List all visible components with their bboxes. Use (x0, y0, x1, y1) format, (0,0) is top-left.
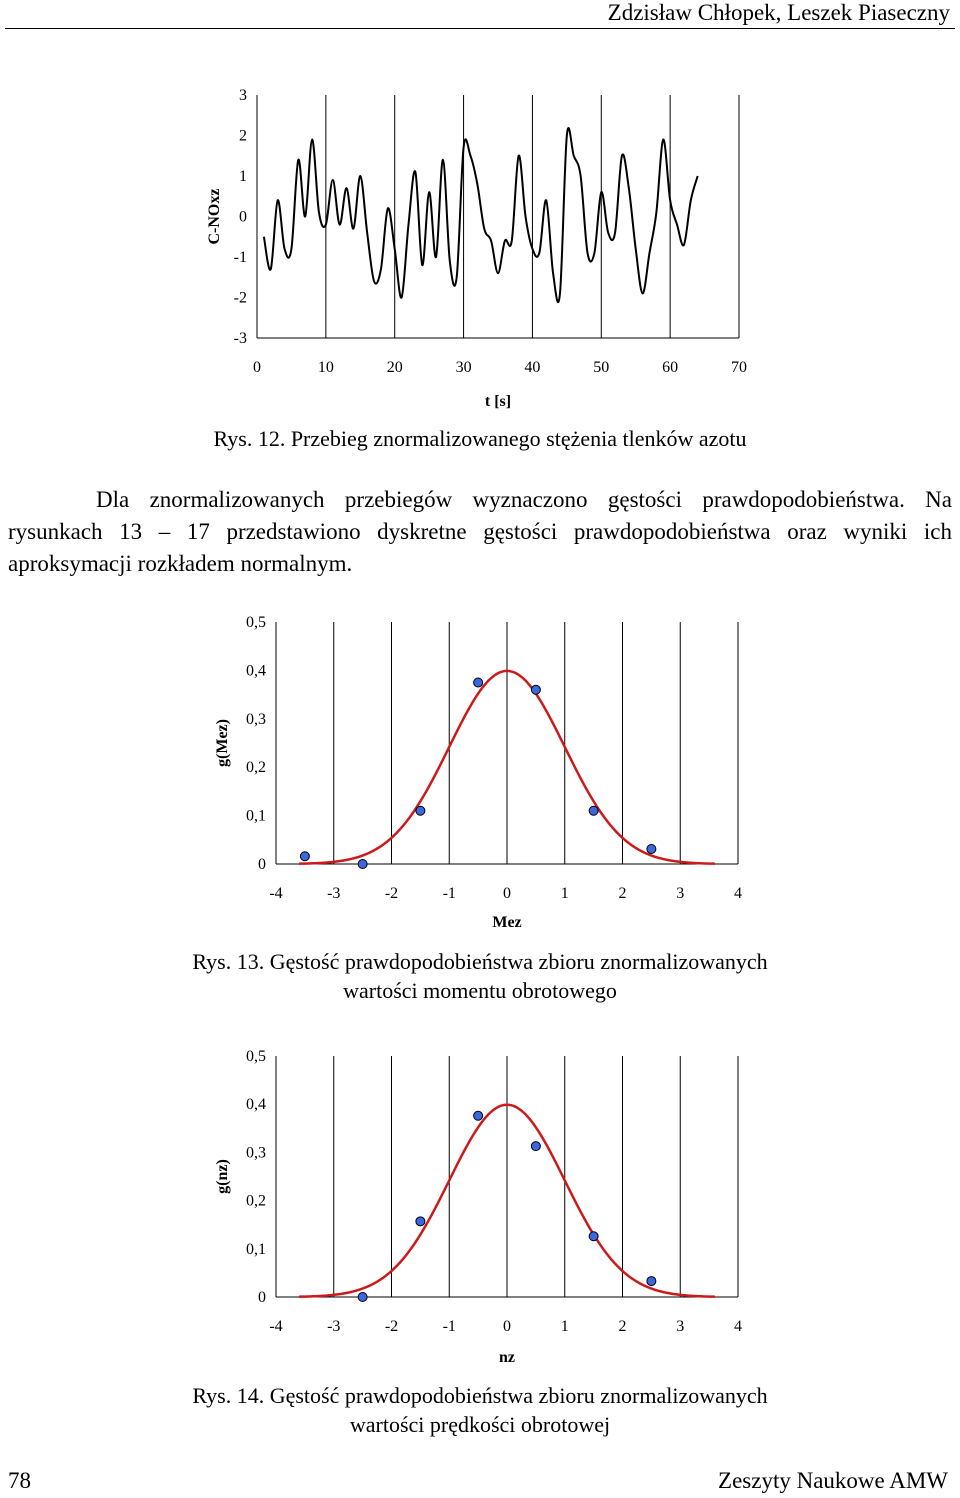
fig14-x-axis-title: nz (499, 1349, 515, 1366)
fig14-data-point (474, 1111, 483, 1120)
fig13-y-tick-label: 0,4 (246, 662, 266, 680)
fig14-data-point (531, 1142, 540, 1151)
fig12-y-tick-label: 2 (239, 127, 247, 145)
fig13-y-tick-label: 0,2 (246, 759, 266, 777)
fig12-y-tick-label: -3 (233, 330, 247, 347)
fig12-x-tick-label: 50 (593, 359, 610, 376)
fig13-x-axis-title: Mez (492, 914, 522, 931)
figure-14-caption-line1: Rys. 14. Gęstość prawdopodobieństwa zbioru znormalizowanych (192, 1383, 768, 1408)
fig12-x-tick-label: 40 (524, 359, 541, 376)
fig14-data-point (358, 1293, 367, 1302)
fig12-x-tick-label: 20 (386, 359, 403, 376)
journal-name: Zeszyty Naukowe AMW (718, 1468, 948, 1493)
fig14-x-tick-label: 4 (734, 1318, 742, 1335)
fig12-y-axis-title: C-NOxz (206, 188, 223, 245)
fig14-y-tick-label: 0,5 (246, 1048, 266, 1065)
fig13-y-tick-label: 0 (258, 856, 266, 873)
fig14-x-tick-label: 0 (503, 1318, 511, 1335)
fig12-y-tick-label: 3 (239, 87, 247, 104)
fig14-y-axis-title: g(nz) (214, 1159, 231, 1194)
fig14-y-tick-label: 0,2 (246, 1192, 266, 1210)
fig13-x-tick-label: -4 (269, 885, 283, 902)
fig12-y-tick-label: -2 (233, 289, 247, 307)
fig14-y-tick-label: 0,4 (246, 1096, 266, 1114)
fig13-x-tick-label: 1 (560, 885, 569, 902)
fig14-x-tick-label: 2 (618, 1318, 627, 1335)
fig14-x-tick-label: -1 (442, 1318, 456, 1335)
fig13-y-tick-label: 0,1 (246, 807, 266, 825)
fig13-x-tick-label: -3 (327, 885, 341, 902)
fig14-x-tick-label: -2 (384, 1318, 399, 1335)
fig12-y-tick-label: -1 (233, 249, 247, 266)
fig14-data-point (589, 1232, 598, 1241)
fig13-y-axis-title: g(Mez) (214, 719, 231, 767)
fig13-x-tick-label: -2 (384, 885, 399, 902)
fig12-x-tick-label: 30 (455, 359, 472, 376)
fig12-x-tick-label: 70 (731, 359, 747, 376)
fig13-x-tick-label: 3 (676, 885, 685, 902)
fig13-y-tick-label: 0,5 (246, 614, 266, 631)
figure-14-caption-line2: wartości prędkości obrotowej (349, 1412, 611, 1437)
figure-13-caption-line2: wartości momentu obrotowego (343, 978, 617, 1003)
fig14-x-tick-label: -4 (269, 1318, 283, 1335)
fig14-x-tick-label: -3 (327, 1318, 341, 1335)
figure-12-caption: Rys. 12. Przebieg znormalizowanego stężenia tlenków azotu (213, 426, 747, 451)
fig14-data-point (647, 1277, 656, 1286)
fig13-x-tick-label: 2 (618, 885, 627, 902)
fig14-x-tick-label: 1 (560, 1318, 569, 1335)
fig12-x-axis-title: t [s] (484, 393, 512, 410)
fig14-y-tick-label: 0 (258, 1289, 266, 1306)
page-number: 78 (8, 1468, 31, 1493)
fig13-x-tick-label: 0 (503, 885, 511, 902)
fig13-y-tick-label: 0,3 (246, 710, 266, 728)
fig12-x-tick-label: 0 (253, 359, 261, 376)
fig12-x-tick-label: 60 (662, 359, 679, 376)
fig14-data-point (416, 1217, 425, 1226)
fig13-x-tick-label: -1 (442, 885, 456, 902)
fig14-y-tick-label: 0,3 (246, 1144, 266, 1162)
fig14-y-tick-label: 0,1 (246, 1240, 266, 1258)
fig12-y-tick-label: 0 (239, 208, 247, 226)
fig12-x-tick-label: 10 (317, 359, 334, 376)
fig13-x-tick-label: 4 (734, 885, 742, 902)
running-header: Zdzisław Chłopek, Leszek Piaseczny (607, 0, 950, 25)
paragraph-text: Dla znormalizowanych przebiegów wyznaczono gęstości prawdopodobieństwa. Na rysunkach 13 – 17 przedstawiono dyskretne gęstości prawdopodobieństwa oraz wyniki ich aproksymacji rozkładem normalnym. (8, 487, 952, 576)
figure-13-caption-line1: Rys. 13. Gęstość prawdopodobieństwa zbioru znormalizowanych (192, 949, 768, 974)
fig12-y-tick-label: 1 (239, 168, 247, 185)
fig14-x-tick-label: 3 (676, 1318, 685, 1335)
